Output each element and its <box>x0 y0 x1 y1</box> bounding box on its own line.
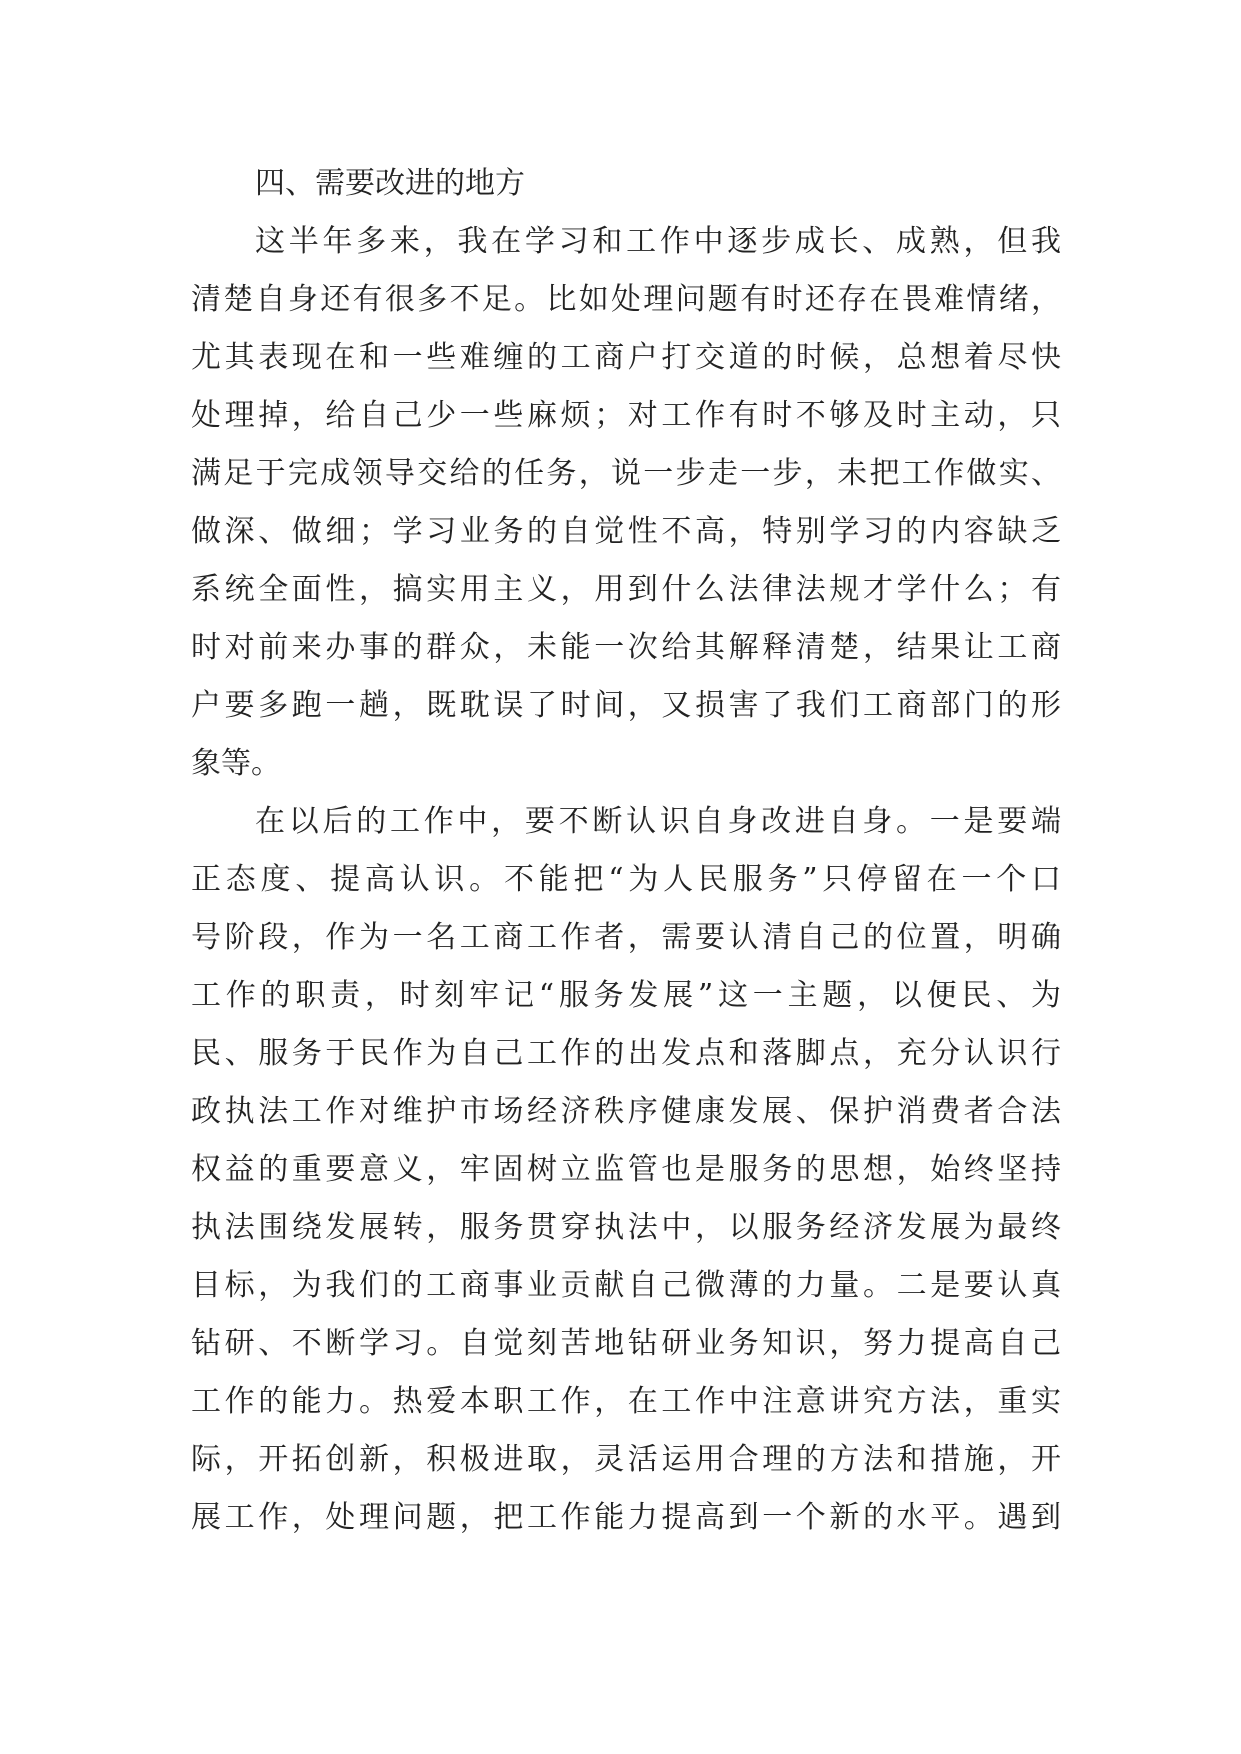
text-line: 号阶段，作为一名工商工作者，需要认清自己的位置，明确 <box>191 920 1061 955</box>
text-line: 做深、做细；学习业务的自觉性不高，特别学习的内容缺乏 <box>191 514 1061 549</box>
text-line: 民、服务于民作为自己工作的出发点和落脚点，充分认识行 <box>191 1036 1061 1071</box>
text-line: 展工作，处理问题，把工作能力提高到一个新的水平。遇到 <box>191 1500 1061 1535</box>
section-heading: 四、需要改进的地方 <box>255 166 525 201</box>
document-body <box>191 155 1061 1547</box>
text-line: 满足于完成领导交给的任务，说一步走一步，未把工作做实、 <box>191 456 1061 491</box>
text-line: 政执法工作对维护市场经济秩序健康发展、保护消费者合法 <box>191 1094 1061 1129</box>
text-line: 处理掉，给自己少一些麻烦；对工作有时不够及时主动，只 <box>191 398 1061 433</box>
text-line: 工作的能力。热爱本职工作，在工作中注意讲究方法，重实 <box>191 1384 1061 1419</box>
text-line: 正态度、提高认识。不能把“为人民服务”只停留在一个口 <box>191 862 1061 897</box>
text-line: 工作的职责，时刻牢记“服务发展”这一主题，以便民、为 <box>191 978 1061 1013</box>
text-line: 户要多跑一趟，既耽误了时间，又损害了我们工商部门的形 <box>191 688 1061 723</box>
text-line: 际，开拓创新，积极进取，灵活运用合理的方法和措施，开 <box>191 1442 1061 1477</box>
text-line: 象等。 <box>191 746 281 781</box>
text-line: 清楚自身还有很多不足。比如处理问题有时还存在畏难情绪， <box>191 282 1061 317</box>
text-line: 尤其表现在和一些难缠的工商户打交道的时候，总想着尽快 <box>191 340 1061 375</box>
text-line: 系统全面性，搞实用主义，用到什么法律法规才学什么；有 <box>191 572 1061 607</box>
text-line: 时对前来办事的群众，未能一次给其解释清楚，结果让工商 <box>191 630 1061 665</box>
text-line: 目标，为我们的工商事业贡献自己微薄的力量。二是要认真 <box>191 1268 1061 1303</box>
text-line: 这半年多来，我在学习和工作中逐步成长、成熟，但我 <box>255 224 1061 259</box>
text-line: 在以后的工作中，要不断认识自身改进自身。一是要端 <box>255 804 1061 839</box>
text-line: 执法围绕发展转，服务贯穿执法中，以服务经济发展为最终 <box>191 1210 1061 1245</box>
text-line: 钻研、不断学习。自觉刻苦地钻研业务知识，努力提高自己 <box>191 1326 1061 1361</box>
text-line: 权益的重要意义，牢固树立监管也是服务的思想，始终坚持 <box>191 1152 1061 1187</box>
